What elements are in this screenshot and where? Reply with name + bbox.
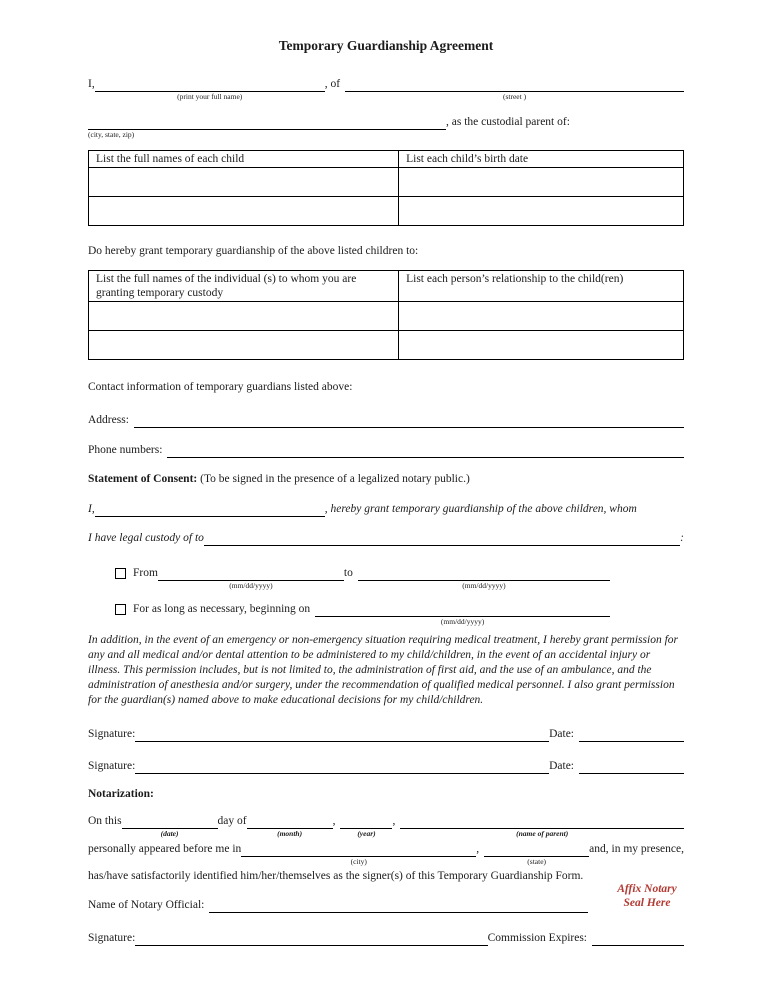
- page-title: Temporary Guardianship Agreement: [278, 38, 494, 53]
- phone-field[interactable]: [167, 442, 684, 458]
- guardians-table: [88, 270, 684, 360]
- identified-statement: has/have satisfactorily identified him/her/themselves as the signer(s) of this Temporary Guardianship Form.: [88, 870, 584, 882]
- year-hint: (year): [357, 829, 376, 838]
- address-line: [88, 412, 684, 428]
- commission-date-field[interactable]: [592, 930, 684, 946]
- date-label: Date:: [549, 728, 574, 740]
- i-label: I,: [88, 78, 95, 90]
- guardian-name-cell[interactable]: [89, 302, 399, 331]
- notary-signature-field[interactable]: [135, 930, 487, 946]
- on-this-label: On this: [88, 815, 122, 827]
- signature-label: Signature:: [88, 760, 136, 772]
- guardian-relationship-header: List each person’s relationship to the child(ren): [399, 271, 684, 302]
- medical-permission-paragraph: In addition, in the event of an emergency or non-emergency situation requiring medical treatment, I hereby grant permission for any and all medical and/or dental attention to be administered to my child/children, in the event of an accidental injury or illness. This permission includes, but is not limited to, the administration of first aid, and the use of an ambulance, and the administration of anesthesia and/or surgery, under the recommendation of qualified medical personnel. I also grant permission for the guardian(s) named above to make educational decisions for my child/children.: [88, 634, 678, 706]
- notary-name-line: [88, 897, 588, 913]
- consent-heading-bold: Statement of Consent:: [88, 473, 198, 485]
- signature-field-2[interactable]: [135, 758, 549, 774]
- child-name-cell[interactable]: [89, 168, 399, 197]
- city-state-zip-hint: (city, state, zip): [88, 130, 135, 139]
- consent-line1-text: , hereby grant temporary guardianship of the above children, whom: [324, 503, 637, 515]
- child-birthdate-cell[interactable]: [399, 197, 684, 226]
- seal-line-2: Seal Here: [623, 897, 671, 909]
- children-table: [88, 150, 684, 226]
- affix-seal-note: [604, 882, 690, 910]
- to-date-field[interactable]: [358, 565, 610, 590]
- consent-line2-punct: :: [680, 532, 684, 544]
- guardian-relationship-cell[interactable]: [399, 302, 684, 331]
- notary-name-label: Name of Notary Official:: [88, 899, 205, 911]
- consent-i-label: I,: [88, 503, 95, 515]
- consent-guardian-field[interactable]: [204, 530, 680, 546]
- appeared-label: personally appeared before me in: [88, 843, 242, 855]
- signature-label: Signature:: [88, 728, 136, 740]
- beginning-date-field[interactable]: [315, 601, 610, 626]
- notary-name-row: [88, 883, 684, 913]
- commission-label: Commission Expires:: [487, 932, 587, 944]
- from-date-hint: (mm/dd/yyyy): [229, 581, 273, 590]
- child-name-cell[interactable]: [89, 197, 399, 226]
- notary-state-field[interactable]: [484, 841, 589, 866]
- address-field[interactable]: [134, 412, 684, 428]
- state-hint: (state): [527, 857, 547, 866]
- signature-line-2: [88, 758, 684, 774]
- of-label: , of: [324, 78, 341, 90]
- full-name-hint: (print your full name): [177, 92, 243, 101]
- street-hint: (street ): [502, 92, 527, 101]
- presence-label: and, in my presence,: [589, 843, 684, 855]
- consent-line-2: [88, 530, 684, 546]
- notarization-heading: Notarization:: [88, 788, 154, 800]
- month-hint: (month): [277, 829, 303, 838]
- duration-options: [115, 565, 684, 626]
- parent-name-hint: (name of parent): [516, 829, 569, 838]
- option-as-long: [115, 601, 610, 626]
- date-hint: (date): [160, 829, 179, 838]
- full-name-field[interactable]: [95, 76, 325, 101]
- phone-label: Phone numbers:: [88, 444, 163, 456]
- notary-city-field[interactable]: [241, 841, 476, 866]
- intro-line-1: [88, 76, 684, 101]
- consent-name-field[interactable]: [95, 501, 325, 517]
- to-label: to: [343, 567, 353, 579]
- parent-name-field[interactable]: [400, 813, 684, 838]
- signature-line-1: [88, 726, 684, 742]
- from-date-field[interactable]: [158, 565, 344, 590]
- notary-signature-label: Signature:: [88, 932, 136, 944]
- day-of-label: day of: [217, 815, 247, 827]
- comma: ,: [476, 843, 480, 855]
- address-label: Address:: [88, 414, 129, 426]
- notary-name-field[interactable]: [209, 897, 588, 913]
- signature-field-1[interactable]: [135, 726, 549, 742]
- consent-heading-rest: (To be signed in the presence of a legalized notary public.): [197, 473, 470, 485]
- phone-line: [88, 442, 684, 458]
- intro-line-2: [88, 114, 684, 139]
- grant-statement: Do hereby grant temporary guardianship of the above listed children to:: [88, 245, 419, 257]
- seal-line-1: Affix Notary: [617, 883, 677, 895]
- comma: ,: [392, 815, 396, 827]
- guardian-relationship-cell[interactable]: [399, 331, 684, 360]
- date-field-2[interactable]: [579, 758, 684, 774]
- from-to-checkbox[interactable]: [115, 568, 126, 579]
- comma: ,: [332, 815, 336, 827]
- city-state-zip-field[interactable]: [88, 114, 446, 139]
- guardian-name-header: List the full names of the individual (s) to whom you are granting temporary custody: [89, 271, 399, 302]
- city-hint: (city): [350, 857, 367, 866]
- consent-line-1: [88, 501, 684, 517]
- date-label: Date:: [549, 760, 574, 772]
- notarization-date-line: [88, 813, 684, 838]
- beginning-date-hint: (mm/dd/yyyy): [440, 617, 485, 626]
- option-from-to: [115, 565, 610, 590]
- as-long-checkbox[interactable]: [115, 604, 126, 615]
- children-name-header: List the full names of each child: [89, 151, 399, 168]
- child-birthdate-cell[interactable]: [399, 168, 684, 197]
- notarization-place-line: [88, 841, 684, 866]
- to-date-hint: (mm/dd/yyyy): [462, 581, 506, 590]
- date-field-1[interactable]: [579, 726, 684, 742]
- contact-heading: Contact information of temporary guardians listed above:: [88, 381, 353, 393]
- as-long-label: For as long as necessary, beginning on: [133, 603, 311, 615]
- street-field[interactable]: [345, 76, 684, 101]
- from-label: From: [133, 567, 158, 579]
- notary-month-field[interactable]: [247, 813, 333, 838]
- notary-year-field[interactable]: [340, 813, 392, 838]
- custodial-parent-label: , as the custodial parent of:: [446, 116, 570, 128]
- guardian-name-cell[interactable]: [89, 331, 399, 360]
- notary-signature-line: [88, 930, 684, 946]
- notary-date-field[interactable]: [122, 813, 218, 838]
- children-birthdate-header: List each child’s birth date: [399, 151, 684, 168]
- consent-line2-text: I have legal custody of to: [88, 532, 204, 544]
- consent-heading: [88, 472, 684, 487]
